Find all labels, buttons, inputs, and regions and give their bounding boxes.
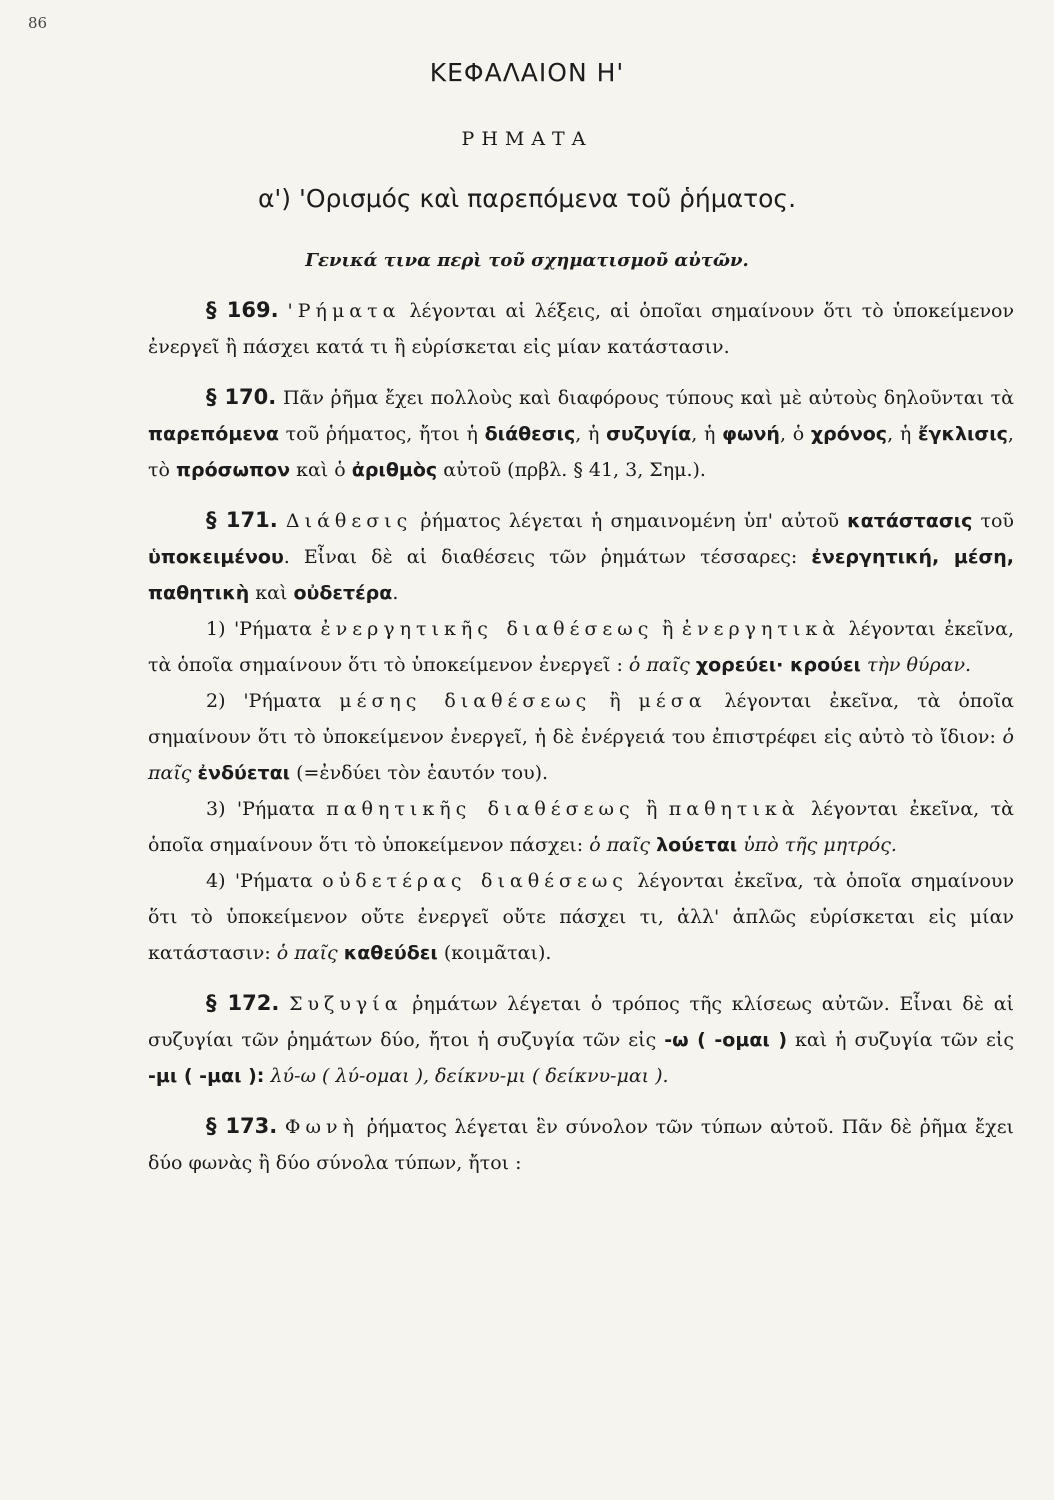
italic-example: ὁ παῖς <box>148 726 1014 784</box>
section-number: § 173. <box>206 1114 278 1138</box>
body-text <box>148 292 1014 1181</box>
spaced-term: ἐνεργητικὰ <box>681 618 841 640</box>
italic-example: ὁ παῖς <box>276 942 338 964</box>
bold-term: συζυγία <box>606 423 692 445</box>
bold-term: πρόσωπον <box>176 459 291 481</box>
spaced-term: παθητικῆς διαθέσεως <box>326 798 635 820</box>
text-run: , ἡ <box>887 423 912 445</box>
text-run: λέγονται ἐκεῖνα, τὰ ὁποῖα σημαίνουν ὅτι τὸ ὑποκείμενον ἐνεργεῖ : <box>148 618 1014 676</box>
text-run: λέγονται ἐκεῖνα, τὰ ὁποῖα σημαίνουν ὅτι τὸ ὑποκείμενον ἐνεργεῖ, ἡ δὲ ἐνέργειά του ἐπιστρέφει εἰς αὐτὸ τὸ ἴδιον: <box>148 690 1015 748</box>
bold-term: λούεται <box>656 834 738 856</box>
text-run: λέγονται ἐκεῖνα, τὰ ὁποῖα σημαίνουν ὅτι τὸ ὑποκείμενον οὔτε ἐνεργεῖ οὔτε πάσχει τι, ἀλλ' ἁπλῶς εὑρίσκεται εἰς μίαν κατάστασιν: <box>148 870 1014 964</box>
bold-term: ἐνεργητική, μέση, παθητικὴ <box>148 546 1014 604</box>
bold-term: ἐνδύεται <box>197 762 291 784</box>
defined-term: Συζυγία <box>289 993 403 1015</box>
italic-example: ὁ παῖς <box>628 654 690 676</box>
defined-term: 'Ρήματα <box>287 300 401 322</box>
section-number: § 170. <box>206 385 277 409</box>
bold-term: ὑποκειμένου <box>148 546 284 568</box>
bold-term: παρεπόμενα <box>148 423 279 445</box>
item-prefix: 3) 'Ρήματα <box>206 798 315 820</box>
text-run: , ἡ <box>691 423 716 445</box>
text-run: (κοιμᾶται). <box>443 942 552 964</box>
paragraph-173 <box>148 1108 1014 1181</box>
paragraph-171 <box>148 502 1014 611</box>
section-number: § 172. <box>206 991 280 1015</box>
chapter-title: ΚΕΦΑΛΑΙΟΝ Η' <box>429 58 625 87</box>
text-run: ἢ <box>646 798 658 820</box>
spaced-term: οὐδετέρας διαθέσεως <box>322 870 628 892</box>
spaced-term: παθητικὰ <box>668 798 800 820</box>
text-run: τοῦ <box>980 510 1014 532</box>
paragraph-text: λέγονται αἱ λέξεις, αἱ ὁποῖαι σημαίνουν ὅτι τὸ ὑποκείμενον ἐνεργεῖ ἢ πάσχει κατά τι ἢ εὑρίσκεται εἰς μίαν κατάστασιν. <box>148 300 1015 358</box>
chapter-subtitle: ΡΗΜΑΤΑ <box>461 128 593 150</box>
defined-term: Διάθεσις <box>285 510 413 532</box>
italic-example: ὑπὸ τῆς μητρός. <box>743 834 897 856</box>
bold-term: χρόνος <box>810 423 888 445</box>
item-prefix: 1) 'Ρήματα <box>206 618 312 640</box>
spaced-term: μέσα <box>638 690 707 712</box>
bold-term: κατάστασις <box>847 510 973 532</box>
spaced-term: ἐνεργητικῆς διαθέσεως <box>320 618 654 640</box>
italic-example: ὁ παῖς <box>589 834 651 856</box>
text-run: , ἡ <box>575 423 600 445</box>
item-prefix: 4) 'Ρήματα <box>206 870 313 892</box>
list-item-2 <box>148 683 1014 791</box>
bold-term: ἀριθμὸς <box>351 459 438 481</box>
section-heading: α') 'Ορισμός καὶ παρεπόμενα τοῦ ῥήματος. <box>257 184 797 213</box>
text-run: ῥημάτων λέγεται ὁ τρόπος τῆς κλίσεως αὐτῶν. Εἶναι δὲ αἱ συζυγίαι τῶν ῥημάτων δύο, ἤτοι ἡ συζυγία τῶν εἰς <box>148 993 1014 1051</box>
text-run: καὶ <box>255 582 288 604</box>
bold-term: οὐδετέρα <box>293 582 393 604</box>
paragraph-172 <box>148 985 1014 1094</box>
bold-term: -μι ( -μαι ): <box>148 1065 265 1087</box>
section-subheading: Γενικά τινα περὶ τοῦ σχηματισμοῦ αὐτῶν. <box>305 250 749 271</box>
bold-term: χορεύει· κρούει <box>695 654 861 676</box>
italic-example: λύ-ω ( λύ-ομαι ), δείκνυ-μι ( δείκνυ-μαι ). <box>270 1065 669 1087</box>
item-prefix: 2) 'Ρήματα <box>206 690 322 712</box>
text-run: . Εἶναι δὲ αἱ διαθέσεις τῶν ῥημάτων τέσσαρες: <box>283 546 798 568</box>
list-item-4 <box>148 863 1014 971</box>
text-run: τοῦ ῥήματος, ἤτοι ἡ <box>285 423 478 445</box>
text-run: αὐτοῦ (πρβλ. § 41, 3, Σημ.). <box>443 459 706 481</box>
text-run: , τὸ <box>148 423 1014 481</box>
italic-example: τὴν θύραν. <box>867 654 972 676</box>
text-run: , ὁ <box>779 423 805 445</box>
section-number: § 169. <box>206 298 279 322</box>
text-run: Πᾶν ῥῆμα ἔχει πολλοὺς καὶ διαφόρους τύπους καὶ μὲ αὐτοὺς δηλοῦνται τὰ <box>282 387 1014 409</box>
text-run: ῥήματος λέγεται ἡ σημαινομένη ὑπ' αὐτοῦ <box>420 510 839 532</box>
text-run: λέγονται ἐκεῖνα, τὰ ὁποῖα σημαίνουν ὅτι τὸ ὑποκείμενον πάσχει: <box>148 798 1014 856</box>
page-number: 86 <box>28 14 48 32</box>
list-item-3 <box>148 791 1014 863</box>
bold-term: καθεύδει <box>343 942 438 964</box>
text-run: καὶ ὁ <box>296 459 346 481</box>
spaced-term: μέσης διαθέσεως <box>339 690 592 712</box>
text-run: (=ἐνδύει τὸν ἑαυτόν του). <box>296 762 549 784</box>
paragraph-170 <box>148 379 1014 488</box>
bold-term: φωνή <box>722 423 780 445</box>
paragraph-169 <box>148 292 1014 365</box>
bold-term: διάθεσις <box>484 423 576 445</box>
text-run: . <box>392 582 399 604</box>
text-run: ῥήματος λέγεται ἓν σύνολον τῶν τύπων αὐτοῦ. Πᾶν δὲ ῥῆμα ἔχει δύο φωνὰς ἢ δύο σύνολα τύπων, ἤτοι : <box>148 1116 1014 1174</box>
bold-term: ἔγκλισις <box>917 423 1008 445</box>
section-number: § 171. <box>206 508 278 532</box>
list-item-1 <box>148 611 1014 683</box>
text-run: ἢ <box>661 618 674 640</box>
text-run: καὶ ἡ συζυγία τῶν εἰς <box>795 1029 1014 1051</box>
defined-term: Φωνὴ <box>284 1116 359 1138</box>
text-run: ἢ <box>609 690 621 712</box>
bold-term: -ω ( -ομαι ) <box>664 1029 788 1051</box>
